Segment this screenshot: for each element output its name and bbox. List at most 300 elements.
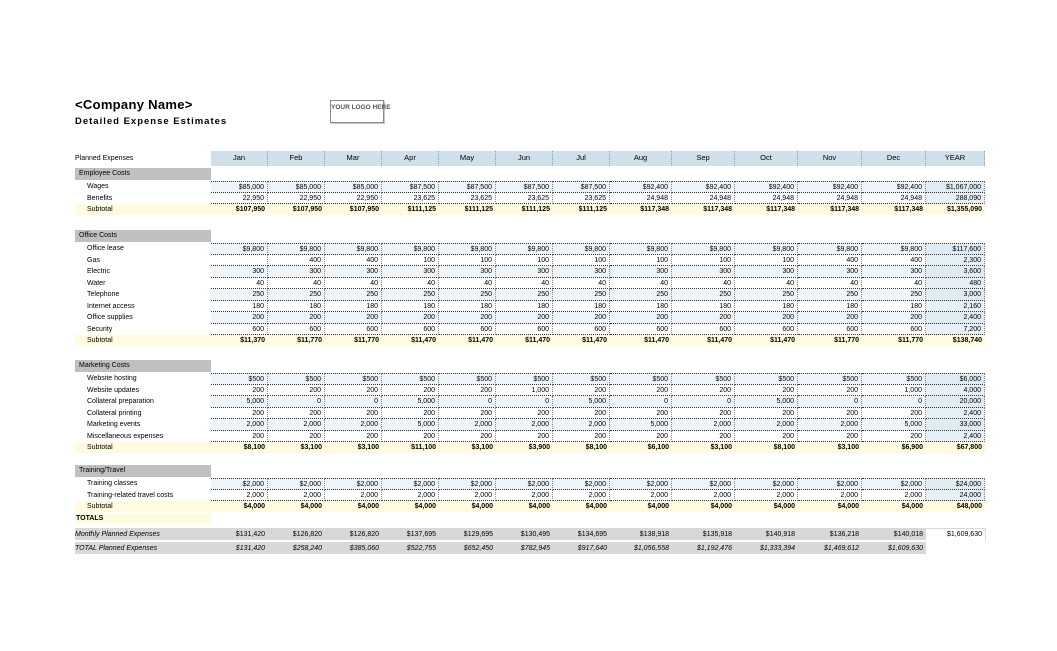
value-cell[interactable]: 200 xyxy=(439,385,496,397)
value-cell[interactable]: 40 xyxy=(382,278,439,290)
value-cell[interactable]: 200 xyxy=(798,385,862,397)
value-cell[interactable]: 2,000 xyxy=(268,419,325,431)
month-header-feb: Feb xyxy=(268,151,325,166)
subtotal-cell: $11,770 xyxy=(898,337,923,344)
cumulative-total-cell: $782,945 xyxy=(520,545,550,552)
value-cell[interactable]: 180 xyxy=(553,301,610,313)
value-cell[interactable]: $500 xyxy=(672,373,735,385)
value-cell[interactable]: 600 xyxy=(735,324,798,336)
value-cell[interactable]: 200 xyxy=(553,408,610,420)
value-cell[interactable]: 1,000 xyxy=(862,385,926,397)
value-cell[interactable]: $2,000 xyxy=(382,478,439,490)
value-cell[interactable]: 23,625 xyxy=(382,193,439,205)
value-cell[interactable]: $9,800 xyxy=(496,243,553,255)
subtotal-label: Subtotal xyxy=(87,337,113,344)
value-cell[interactable]: $9,800 xyxy=(439,243,496,255)
value-cell[interactable]: 2,000 xyxy=(439,419,496,431)
value-cell[interactable]: 200 xyxy=(268,408,325,420)
value-cell[interactable]: 1,000 xyxy=(496,385,553,397)
month-header-may: May xyxy=(439,151,496,166)
value-cell[interactable]: 5,000 xyxy=(382,419,439,431)
value-cell[interactable]: 600 xyxy=(862,324,926,336)
subtotal-label: Subtotal xyxy=(87,503,113,510)
value-cell[interactable]: 4,000 xyxy=(926,385,985,397)
value-cell[interactable]: $500 xyxy=(735,373,798,385)
subtotal-cell: $3,100 xyxy=(300,444,322,451)
value-cell[interactable]: 300 xyxy=(553,266,610,278)
value-cell[interactable]: 200 xyxy=(382,431,439,443)
value-cell[interactable]: 200 xyxy=(496,408,553,420)
value-cell[interactable]: $2,000 xyxy=(496,478,553,490)
value-cell[interactable]: 40 xyxy=(862,278,926,290)
value-cell[interactable]: $117,600 xyxy=(926,243,985,255)
value-cell[interactable]: 600 xyxy=(798,324,862,336)
row-label: Telephone xyxy=(87,291,120,298)
value-cell[interactable]: $500 xyxy=(439,373,496,385)
value-cell[interactable]: 600 xyxy=(610,324,672,336)
company-name: <Company Name> xyxy=(75,97,193,112)
value-cell[interactable]: 200 xyxy=(325,408,382,420)
subtotal-cell: $107,950 xyxy=(292,206,322,213)
value-cell[interactable]: 200 xyxy=(610,431,672,443)
value-cell[interactable]: 2,300 xyxy=(926,255,985,267)
value-cell[interactable]: 200 xyxy=(798,431,862,443)
value-cell[interactable]: 100 xyxy=(496,255,553,267)
value-cell[interactable]: $9,800 xyxy=(211,243,268,255)
value-cell[interactable]: $85,000 xyxy=(325,181,382,193)
value-cell[interactable]: 2,000 xyxy=(672,490,735,502)
value-cell[interactable]: 2,000 xyxy=(268,490,325,502)
value-cell[interactable]: 200 xyxy=(672,312,735,324)
value-cell[interactable]: 250 xyxy=(211,289,268,301)
value-cell[interactable]: $9,800 xyxy=(325,243,382,255)
value-cell[interactable]: $92,400 xyxy=(735,181,798,193)
value-cell[interactable]: 2,000 xyxy=(211,419,268,431)
value-cell[interactable]: 250 xyxy=(672,289,735,301)
value-cell[interactable]: 2,400 xyxy=(926,312,985,324)
value-cell[interactable]: $87,500 xyxy=(496,181,553,193)
value-cell[interactable]: 2,000 xyxy=(496,419,553,431)
value-cell[interactable]: $2,000 xyxy=(672,478,735,490)
value-cell[interactable]: 200 xyxy=(211,385,268,397)
value-cell[interactable]: 200 xyxy=(862,312,926,324)
value-cell[interactable]: $85,000 xyxy=(211,181,268,193)
value-cell[interactable]: 24,000 xyxy=(926,490,985,502)
subtotal-cell: $111,125 xyxy=(464,206,493,213)
value-cell[interactable]: 2,000 xyxy=(798,490,862,502)
value-cell[interactable]: 250 xyxy=(268,289,325,301)
subtotal-cell: $48,000 xyxy=(956,503,982,510)
value-cell[interactable]: $2,000 xyxy=(735,478,798,490)
value-cell[interactable]: 40 xyxy=(610,278,672,290)
value-cell[interactable]: $9,800 xyxy=(268,243,325,255)
value-cell[interactable]: 200 xyxy=(798,312,862,324)
value-cell[interactable]: 40 xyxy=(672,278,735,290)
value-cell[interactable]: 200 xyxy=(382,312,439,324)
subtotal-cell: $1,355,090 xyxy=(946,206,982,213)
value-cell[interactable]: 2,400 xyxy=(926,431,985,443)
value-cell[interactable]: $9,800 xyxy=(798,243,862,255)
value-cell[interactable]: 250 xyxy=(798,289,862,301)
value-cell[interactable]: $6,000 xyxy=(926,373,985,385)
value-cell[interactable]: 250 xyxy=(862,289,926,301)
subtotal-cell: $3,100 xyxy=(357,444,379,451)
subtotal-cell: $11,470 xyxy=(411,337,436,344)
row-label: Collateral preparation xyxy=(87,398,154,405)
value-cell[interactable]: 200 xyxy=(211,408,268,420)
subtotal-cell: $111,125 xyxy=(578,206,607,213)
value-cell[interactable]: $500 xyxy=(798,373,862,385)
cumulative-total-cell: $1,469,612 xyxy=(823,545,859,552)
value-cell[interactable]: 100 xyxy=(610,255,672,267)
value-cell[interactable]: 180 xyxy=(862,301,926,313)
value-cell[interactable]: 180 xyxy=(672,301,735,313)
cumulative-total-cell: $652,450 xyxy=(463,545,493,552)
value-cell[interactable]: 2,000 xyxy=(439,490,496,502)
cumulative-label: TOTAL Planned Expenses xyxy=(75,545,158,552)
row-label: Gas xyxy=(87,256,100,264)
value-cell[interactable]: 0 xyxy=(610,396,672,408)
value-cell[interactable]: $92,400 xyxy=(672,181,735,193)
value-cell[interactable]: 200 xyxy=(496,312,553,324)
month-header-dec: Dec xyxy=(862,151,926,166)
month-header-jan: Jan xyxy=(211,151,268,166)
value-cell[interactable]: 250 xyxy=(496,289,553,301)
subtotal-cell: $11,370 xyxy=(240,337,265,344)
value-cell[interactable]: $2,000 xyxy=(610,478,672,490)
value-cell[interactable]: $92,400 xyxy=(798,181,862,193)
value-cell[interactable]: 300 xyxy=(439,266,496,278)
value-cell[interactable]: 0 xyxy=(325,396,382,408)
value-cell[interactable]: 24,948 xyxy=(798,193,862,205)
value-cell[interactable]: 180 xyxy=(610,301,672,313)
subtotal-cell: $4,000 xyxy=(243,503,265,510)
value-cell[interactable]: 40 xyxy=(439,278,496,290)
value-cell[interactable]: 600 xyxy=(211,324,268,336)
value-cell[interactable]: $500 xyxy=(268,373,325,385)
value-cell[interactable]: 200 xyxy=(735,408,798,420)
value-cell[interactable]: $500 xyxy=(610,373,672,385)
subtotal-cell: $67,800 xyxy=(956,444,982,451)
value-cell[interactable]: $2,000 xyxy=(798,478,862,490)
value-cell[interactable]: 288,090 xyxy=(926,193,985,205)
value-cell[interactable]: 600 xyxy=(382,324,439,336)
value-cell[interactable]: 300 xyxy=(672,266,735,278)
value-cell[interactable]: 300 xyxy=(382,266,439,278)
subtotal-cell: $117,348 xyxy=(703,206,732,213)
value-cell[interactable]: 200 xyxy=(553,312,610,324)
value-cell[interactable]: 200 xyxy=(672,431,735,443)
subtotal-label: Subtotal xyxy=(87,444,113,451)
value-cell[interactable]: 5,000 xyxy=(862,419,926,431)
value-cell[interactable]: 40 xyxy=(268,278,325,290)
value-cell[interactable]: 2,000 xyxy=(211,490,268,502)
value-cell[interactable]: 5,000 xyxy=(553,396,610,408)
cumulative-total-cell: $917,640 xyxy=(577,545,607,552)
value-cell[interactable]: 180 xyxy=(382,301,439,313)
value-cell[interactable]: $2,000 xyxy=(268,478,325,490)
value-cell[interactable]: $9,800 xyxy=(610,243,672,255)
value-cell[interactable]: 200 xyxy=(325,385,382,397)
value-cell[interactable]: 200 xyxy=(268,431,325,443)
value-cell[interactable]: 5,000 xyxy=(382,396,439,408)
value-cell[interactable]: 250 xyxy=(439,289,496,301)
value-cell[interactable]: 600 xyxy=(439,324,496,336)
value-cell[interactable]: 2,000 xyxy=(382,490,439,502)
value-cell[interactable]: 33,000 xyxy=(926,419,985,431)
value-cell[interactable]: 3,600 xyxy=(926,266,985,278)
value-cell[interactable]: 600 xyxy=(268,324,325,336)
subtotal-cell: $4,000 xyxy=(528,503,550,510)
month-header-jul: Jul xyxy=(553,151,610,166)
cumulative-total-cell: $258,240 xyxy=(292,545,322,552)
value-cell[interactable]: 180 xyxy=(735,301,798,313)
value-cell[interactable]: 300 xyxy=(610,266,672,278)
cumulative-total-cell: $1,333,394 xyxy=(759,545,795,552)
monthly-total-cell: $134,695 xyxy=(577,531,607,538)
value-cell[interactable]: $9,800 xyxy=(862,243,926,255)
value-cell[interactable]: 200 xyxy=(325,431,382,443)
value-cell[interactable]: 300 xyxy=(496,266,553,278)
row-label: Website updates xyxy=(87,386,140,394)
subtotal-cell: $117,348 xyxy=(640,206,669,213)
value-cell[interactable]: 180 xyxy=(325,301,382,313)
value-cell[interactable]: 200 xyxy=(735,312,798,324)
value-cell[interactable]: $500 xyxy=(325,373,382,385)
value-cell[interactable]: 40 xyxy=(211,278,268,290)
subtotal-cell: $11,470 xyxy=(525,337,550,344)
value-cell[interactable]: 300 xyxy=(735,266,798,278)
value-cell[interactable]: 2,160 xyxy=(926,301,985,313)
section-header: Training/Travel xyxy=(75,465,211,477)
value-cell[interactable]: 5,000 xyxy=(211,396,268,408)
value-cell[interactable]: 2,000 xyxy=(862,490,926,502)
value-cell[interactable]: 2,000 xyxy=(610,490,672,502)
value-cell[interactable]: 200 xyxy=(798,408,862,420)
monthly-total-cell: $136,218 xyxy=(829,531,859,538)
value-cell[interactable]: 250 xyxy=(610,289,672,301)
value-cell[interactable]: 200 xyxy=(610,385,672,397)
month-header-oct: Oct xyxy=(735,151,798,166)
value-cell[interactable]: 100 xyxy=(382,255,439,267)
value-cell[interactable]: 7,200 xyxy=(926,324,985,336)
value-cell[interactable]: 0 xyxy=(798,396,862,408)
value-cell[interactable]: 180 xyxy=(268,301,325,313)
value-cell[interactable]: 40 xyxy=(553,278,610,290)
value-cell[interactable]: 200 xyxy=(439,408,496,420)
month-header-jun: Jun xyxy=(496,151,553,166)
value-cell[interactable]: $500 xyxy=(382,373,439,385)
value-cell[interactable]: 180 xyxy=(496,301,553,313)
value-cell[interactable]: 200 xyxy=(382,385,439,397)
value-cell[interactable]: 2,000 xyxy=(496,490,553,502)
value-cell[interactable]: 24,948 xyxy=(862,193,926,205)
value-cell[interactable]: 200 xyxy=(553,385,610,397)
value-cell[interactable]: 40 xyxy=(325,278,382,290)
value-cell[interactable]: 2,000 xyxy=(325,490,382,502)
subtotal-cell: $4,000 xyxy=(901,503,923,510)
value-cell[interactable]: $2,000 xyxy=(862,478,926,490)
value-cell[interactable]: $87,500 xyxy=(553,181,610,193)
subtotal-cell: $3,100 xyxy=(710,444,732,451)
row-label: Training classes xyxy=(87,480,138,487)
value-cell[interactable]: 5,000 xyxy=(735,396,798,408)
value-cell[interactable]: 23,625 xyxy=(439,193,496,205)
value-cell[interactable]: 200 xyxy=(735,385,798,397)
value-cell[interactable]: 40 xyxy=(496,278,553,290)
subtotal-cell: $6,100 xyxy=(647,444,669,451)
row-label: Wages xyxy=(87,183,109,190)
section-header: Employee Costs xyxy=(75,168,211,180)
month-header-apr: Apr xyxy=(382,151,439,166)
value-cell[interactable]: 0 xyxy=(496,396,553,408)
value-cell[interactable]: 2,000 xyxy=(672,419,735,431)
value-cell[interactable]: 2,000 xyxy=(735,419,798,431)
value-cell[interactable]: 200 xyxy=(211,312,268,324)
value-cell[interactable]: 2,000 xyxy=(553,490,610,502)
value-cell[interactable]: 300 xyxy=(268,266,325,278)
value-cell[interactable]: 250 xyxy=(553,289,610,301)
value-cell[interactable]: 0 xyxy=(268,396,325,408)
value-cell[interactable]: 100 xyxy=(439,255,496,267)
value-cell[interactable]: 600 xyxy=(325,324,382,336)
value-cell[interactable]: $500 xyxy=(496,373,553,385)
cumulative-total-cell: $385,060 xyxy=(349,545,379,552)
value-cell[interactable]: 200 xyxy=(553,431,610,443)
value-cell[interactable]: 3,000 xyxy=(926,289,985,301)
subtotal-cell: $107,950 xyxy=(235,206,265,213)
value-cell[interactable]: 0 xyxy=(862,396,926,408)
value-cell[interactable]: 200 xyxy=(268,312,325,324)
value-cell[interactable]: 180 xyxy=(439,301,496,313)
value-cell[interactable]: 250 xyxy=(735,289,798,301)
value-cell[interactable]: 300 xyxy=(798,266,862,278)
value-cell[interactable]: 24,948 xyxy=(610,193,672,205)
value-cell[interactable]: $2,000 xyxy=(553,478,610,490)
value-cell[interactable]: 200 xyxy=(672,408,735,420)
subtotal-cell: $117,348 xyxy=(894,206,923,213)
month-header-nov: Nov xyxy=(798,151,862,166)
value-cell[interactable]: 22,950 xyxy=(268,193,325,205)
value-cell[interactable]: 600 xyxy=(672,324,735,336)
value-cell[interactable]: 0 xyxy=(439,396,496,408)
value-cell[interactable]: 200 xyxy=(496,431,553,443)
value-cell[interactable]: 200 xyxy=(268,385,325,397)
value-cell[interactable]: $87,500 xyxy=(439,181,496,193)
subtotal-cell: $4,000 xyxy=(414,503,436,510)
value-cell[interactable]: $9,800 xyxy=(382,243,439,255)
value-cell[interactable]: 200 xyxy=(439,312,496,324)
value-cell[interactable]: 200 xyxy=(672,385,735,397)
subtotal-cell: $4,000 xyxy=(300,503,322,510)
value-cell[interactable]: 250 xyxy=(382,289,439,301)
value-cell[interactable]: $500 xyxy=(553,373,610,385)
value-cell[interactable]: 600 xyxy=(496,324,553,336)
monthly-total-cell: $138,918 xyxy=(639,531,669,538)
value-cell[interactable]: 400 xyxy=(325,255,382,267)
cumulative-total-cell xyxy=(926,543,985,554)
value-cell[interactable]: $9,800 xyxy=(735,243,798,255)
subtotal-cell: $117,348 xyxy=(766,206,795,213)
value-cell[interactable]: 2,000 xyxy=(325,419,382,431)
value-cell[interactable]: 600 xyxy=(553,324,610,336)
value-cell[interactable]: 24,948 xyxy=(735,193,798,205)
value-cell[interactable]: $500 xyxy=(211,373,268,385)
value-cell[interactable]: 400 xyxy=(798,255,862,267)
subtotal-cell: $11,770 xyxy=(354,337,379,344)
row-label: Collateral printing xyxy=(87,409,142,417)
value-cell[interactable]: 400 xyxy=(268,255,325,267)
value-cell[interactable]: 100 xyxy=(735,255,798,267)
value-cell[interactable]: $500 xyxy=(862,373,926,385)
value-cell[interactable]: 200 xyxy=(735,431,798,443)
subtotal-cell: $4,000 xyxy=(357,503,379,510)
value-cell[interactable]: $24,000 xyxy=(926,478,985,490)
value-cell[interactable]: $1,067,000 xyxy=(926,181,985,193)
value-cell[interactable]: 200 xyxy=(382,408,439,420)
value-cell[interactable]: 200 xyxy=(325,312,382,324)
value-cell[interactable]: 20,000 xyxy=(926,396,985,408)
value-cell[interactable]: 200 xyxy=(211,431,268,443)
value-cell[interactable]: 180 xyxy=(211,301,268,313)
value-cell[interactable]: 23,625 xyxy=(496,193,553,205)
value-cell[interactable]: 400 xyxy=(862,255,926,267)
value-cell[interactable]: 300 xyxy=(862,266,926,278)
value-cell[interactable]: 200 xyxy=(610,312,672,324)
value-cell[interactable]: 200 xyxy=(439,431,496,443)
value-cell[interactable]: 300 xyxy=(325,266,382,278)
subtotal-cell: $11,100 xyxy=(411,444,436,451)
value-cell[interactable]: 200 xyxy=(862,408,926,420)
value-cell[interactable]: 2,400 xyxy=(926,408,985,420)
value-cell[interactable]: 22,950 xyxy=(325,193,382,205)
monthly-total-cell: $140,018 xyxy=(893,531,923,538)
value-cell[interactable]: 22,950 xyxy=(211,193,268,205)
value-cell[interactable]: 100 xyxy=(553,255,610,267)
value-cell[interactable]: 5,000 xyxy=(610,419,672,431)
value-cell[interactable]: 40 xyxy=(798,278,862,290)
subtotal-cell: $4,000 xyxy=(585,503,607,510)
value-cell[interactable]: $87,500 xyxy=(382,181,439,193)
value-cell[interactable]: 200 xyxy=(862,431,926,443)
value-cell[interactable]: $92,400 xyxy=(610,181,672,193)
value-cell[interactable]: 100 xyxy=(672,255,735,267)
value-cell[interactable]: $2,000 xyxy=(211,478,268,490)
value-cell[interactable]: 0 xyxy=(672,396,735,408)
value-cell[interactable]: 250 xyxy=(325,289,382,301)
value-cell[interactable]: $92,400 xyxy=(862,181,926,193)
value-cell[interactable]: $2,000 xyxy=(325,478,382,490)
value-cell[interactable]: 300 xyxy=(211,266,268,278)
value-cell[interactable]: 200 xyxy=(610,408,672,420)
value-cell[interactable]: $2,000 xyxy=(439,478,496,490)
value-cell[interactable]: 2,000 xyxy=(798,419,862,431)
value-cell[interactable]: 2,000 xyxy=(553,419,610,431)
value-cell[interactable]: 2,000 xyxy=(735,490,798,502)
monthly-total-cell: $129,695 xyxy=(463,531,493,538)
value-cell[interactable]: $85,000 xyxy=(268,181,325,193)
value-cell[interactable]: 180 xyxy=(798,301,862,313)
row-label: Security xyxy=(87,325,113,333)
value-cell[interactable]: 480 xyxy=(926,278,985,290)
value-cell[interactable]: $9,800 xyxy=(553,243,610,255)
value-cell[interactable]: 40 xyxy=(735,278,798,290)
value-cell[interactable]: $9,800 xyxy=(672,243,735,255)
value-cell[interactable] xyxy=(211,255,268,267)
subtotal-cell: $4,000 xyxy=(471,503,493,510)
value-cell[interactable]: 24,948 xyxy=(672,193,735,205)
value-cell[interactable]: 23,625 xyxy=(553,193,610,205)
